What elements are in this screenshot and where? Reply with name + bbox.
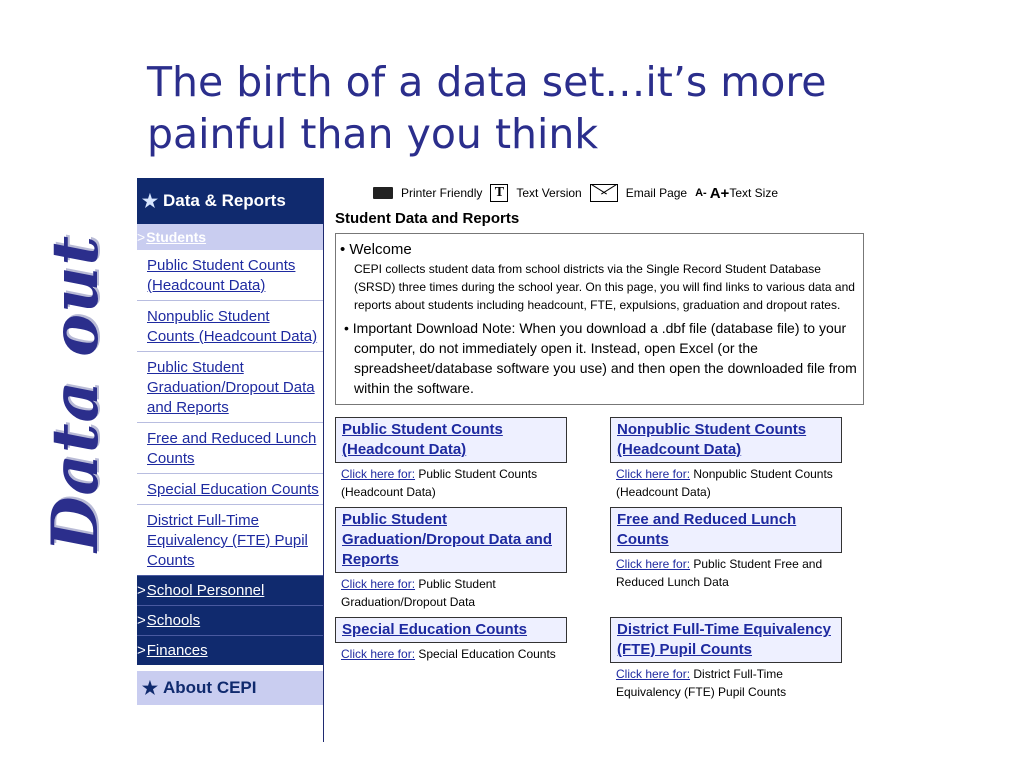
slide-title: The birth of a data set…it’s more painful than you think: [147, 58, 827, 158]
report-card-title[interactable]: Free and Reduced Lunch Counts: [610, 507, 842, 553]
printer-icon: [373, 187, 393, 199]
person-star-icon: ★: [141, 190, 159, 211]
sidebar: [137, 178, 324, 742]
report-card-desc: [335, 645, 567, 663]
report-card-desc: [610, 555, 842, 591]
sidebar-header: [137, 178, 323, 224]
sidebar-arrow: >: [137, 642, 146, 659]
click-here-link[interactable]: Click here for:: [616, 667, 691, 681]
email-label: Email Page: [625, 186, 688, 200]
envelope-icon: [590, 184, 618, 202]
sidebar-subitem[interactable]: [137, 423, 323, 474]
sidebar-arrow: >: [137, 612, 146, 629]
report-card-grid: [335, 417, 864, 742]
report-card-desc-text: District Full-Time Equivalency (FTE) Pupil Counts: [616, 667, 787, 699]
sidebar-subitem[interactable]: [137, 301, 323, 352]
report-card-desc-text: Public Student Free and Reduced Lunch Data: [616, 557, 823, 589]
printer-friendly-button[interactable]: [335, 186, 482, 200]
sidebar-about[interactable]: [137, 665, 323, 705]
click-here-link[interactable]: Click here for:: [341, 467, 416, 481]
text-size-label: Text Size: [729, 186, 778, 200]
download-note: • Important Download Note: When you download a .dbf file (database file) to your computer, do not immediately open it. Instead, open Excel (or the spreadsheet/database software you use) and then open the downloaded file from within the software.: [344, 320, 857, 396]
welcome-title: Welcome: [349, 241, 412, 258]
report-card-title[interactable]: Nonpublic Student Counts (Headcount Data): [610, 417, 842, 463]
welcome-text: CEPI collects student data from school districts via the Single Record Student Database (SRSD) three times during the school year. On this page, you will find links to various data and reports about students including headcount, FTE, expulsions, graduation and dropout rates.: [354, 262, 855, 312]
sidebar-subitem-link[interactable]: Nonpublic Student Counts (Headcount Data): [147, 308, 318, 345]
report-card-title[interactable]: Public Student Counts (Headcount Data): [335, 417, 567, 463]
sidebar-subitem[interactable]: [137, 474, 323, 505]
sidebar-arrow: >: [137, 582, 146, 599]
sidebar-about-label[interactable]: About CEPI: [163, 678, 257, 697]
embedded-screenshot: [137, 178, 864, 742]
report-card-desc-text: Special Education Counts: [418, 647, 556, 661]
report-card: [610, 417, 842, 501]
person-star-icon: ★: [141, 677, 159, 698]
text-version-label: Text Version: [516, 186, 582, 200]
sidebar-subitem[interactable]: [137, 352, 323, 423]
report-card: [610, 507, 842, 591]
sidebar-subitem-link[interactable]: District Full-Time Equivalency (FTE) Pupil Counts: [147, 512, 308, 569]
sidebar-subitem-link[interactable]: Special Education Counts: [147, 481, 319, 498]
click-here-link[interactable]: Click here for:: [341, 577, 416, 591]
page-section-title: Student Data and Reports: [335, 210, 520, 227]
report-card: [335, 417, 567, 501]
report-card-desc: [335, 465, 567, 501]
report-card: [335, 507, 567, 611]
click-here-link[interactable]: Click here for:: [341, 647, 416, 661]
notice-box: [335, 233, 864, 405]
report-card-desc-text: Public Student Graduation/Dropout Data: [341, 577, 496, 609]
text-size-increase[interactable]: A+: [709, 184, 730, 202]
sidebar-header-label: Data & Reports: [163, 191, 286, 210]
sidebar-item-school-personnel[interactable]: [137, 575, 323, 605]
report-card-title[interactable]: Public Student Graduation/Dropout Data and Reports: [335, 507, 567, 573]
welcome-bullet: • Welcome: [340, 241, 412, 258]
text-version-icon: T: [490, 184, 508, 202]
report-card-desc: [610, 465, 842, 501]
sidebar-item-label[interactable]: School Personnel: [146, 582, 265, 599]
sidebar-subitem-link[interactable]: Free and Reduced Lunch Counts: [147, 430, 317, 467]
report-card: [335, 617, 567, 663]
main-content: [335, 178, 864, 742]
report-card-desc: [335, 575, 567, 611]
sidebar-item-students[interactable]: Students: [146, 229, 207, 245]
printer-label: Printer Friendly: [401, 186, 483, 200]
sidebar-subitem[interactable]: [137, 250, 323, 301]
report-card-title[interactable]: District Full-Time Equivalency (FTE) Pupil Counts: [610, 617, 842, 663]
report-card-desc-text: Public Student Counts (Headcount Data): [341, 467, 538, 499]
report-card-title[interactable]: Special Education Counts: [335, 617, 567, 643]
click-here-link[interactable]: Click here for:: [616, 467, 691, 481]
sidebar-item-finances[interactable]: [137, 635, 323, 665]
sidebar-subitem-link[interactable]: Public Student Counts (Headcount Data): [147, 257, 296, 294]
text-size-control[interactable]: [695, 185, 778, 202]
sidebar-item-label[interactable]: Finances: [146, 642, 208, 659]
sidebar-current-section[interactable]: [137, 224, 323, 250]
email-page-button[interactable]: [590, 184, 687, 202]
click-here-link[interactable]: Click here for:: [616, 557, 691, 571]
download-note-text: Important Download Note: When you download a .dbf file (database file) to your computer, do not immediately open it. Instead, open Excel (or the spreadsheet/database software you use) and then open the downloaded file from within the software.: [352, 320, 857, 396]
sidebar-subitem-link[interactable]: Public Student Graduation/Dropout Data and Reports: [147, 359, 315, 416]
text-version-button[interactable]: [490, 184, 581, 202]
sidebar-subitem[interactable]: [137, 505, 323, 575]
sidebar-item-schools[interactable]: [137, 605, 323, 635]
report-card-desc: [610, 665, 842, 701]
sidebar-item-label[interactable]: Schools: [146, 612, 201, 629]
report-card: [610, 617, 842, 701]
report-card-desc-text: Nonpublic Student Counts (Headcount Data): [616, 467, 833, 499]
side-label: Data out: [38, 234, 113, 552]
text-size-decrease[interactable]: A-: [695, 187, 707, 199]
sidebar-arrow: >: [137, 229, 146, 245]
toolbar: [335, 178, 864, 208]
